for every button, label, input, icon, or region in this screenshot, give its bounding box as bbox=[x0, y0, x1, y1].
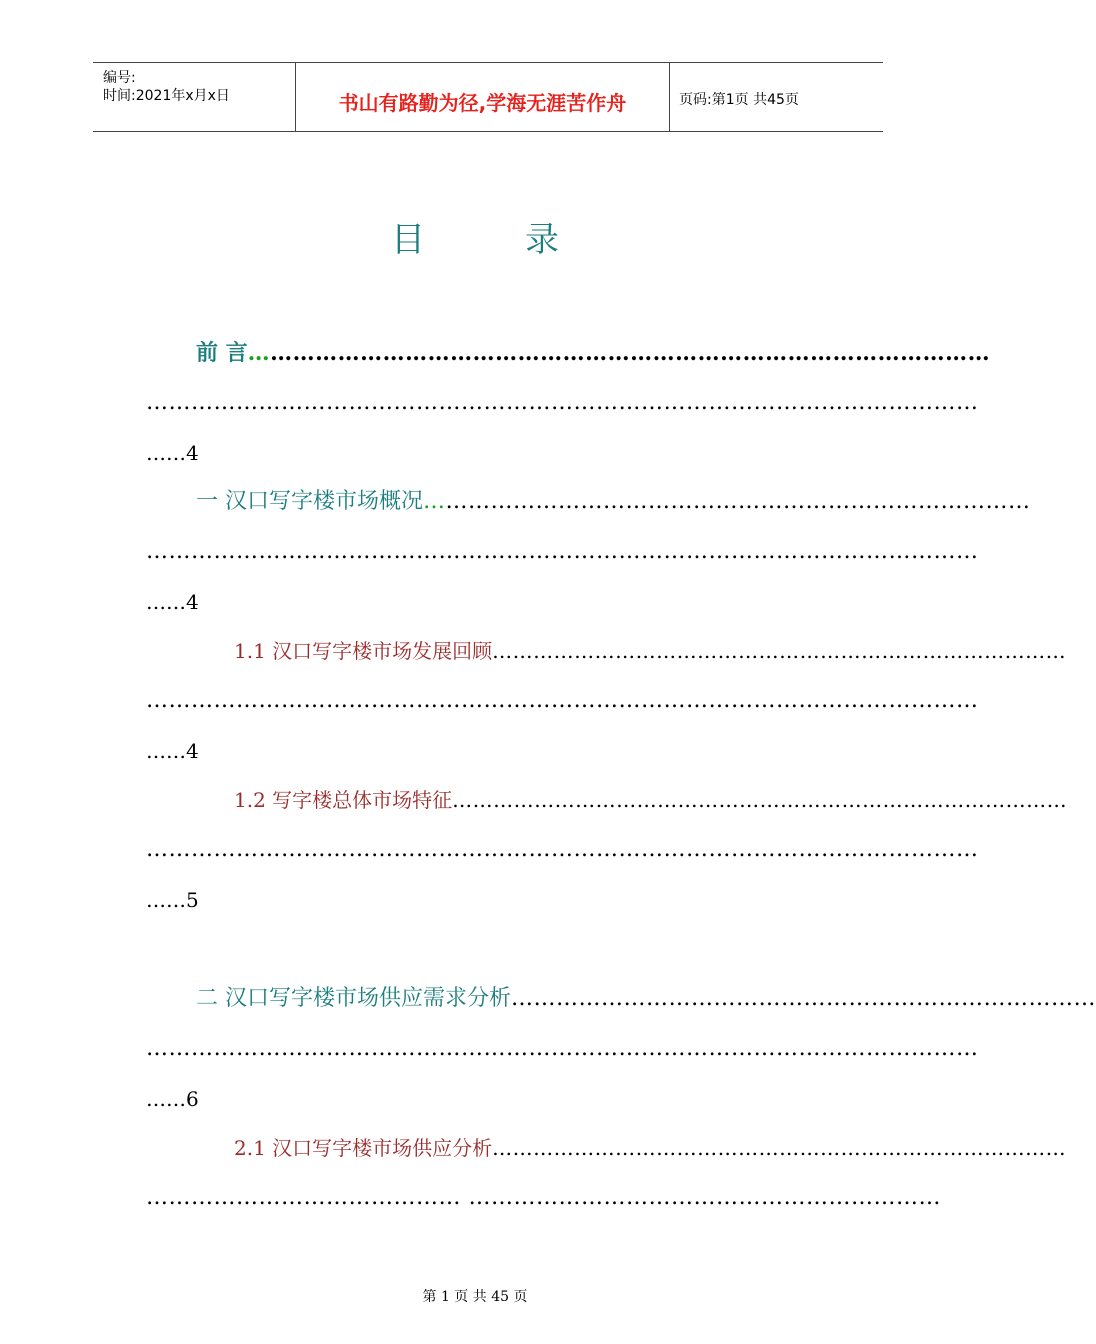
title-char-1: 目 bbox=[391, 220, 425, 260]
leader-dots: …………………………………………………………………… bbox=[511, 986, 1096, 1011]
toc-entry-label: 二 汉口写字楼市场供应需求分析 bbox=[196, 986, 511, 1011]
toc-entry-label: 前 言 bbox=[196, 340, 248, 366]
toc-entry-1-2[interactable] bbox=[146, 785, 1068, 815]
toc-entry-2-1[interactable] bbox=[146, 1133, 1067, 1163]
leader-dots-line: ………………………………………………………………………………………………… bbox=[146, 837, 979, 862]
page-info: 页码:第1页 共45页 bbox=[679, 92, 799, 108]
toc-page-number: ……4 bbox=[146, 590, 199, 614]
header-meta-cell bbox=[93, 63, 295, 131]
toc-entry-preface[interactable] bbox=[146, 338, 991, 368]
number-label: 编号: bbox=[103, 70, 136, 86]
leader-dots-line: ………………………………………………………………………………………………… bbox=[146, 539, 979, 564]
leader-dots-line: ………………………………………………………………………………………………… bbox=[146, 1036, 979, 1061]
toc-page-number: ……6 bbox=[146, 1087, 199, 1111]
leader-dots: …………………………………………………………………… bbox=[445, 489, 1031, 514]
toc-page-number: ……4 bbox=[146, 441, 199, 465]
toc-entry-chapter-1[interactable] bbox=[146, 487, 1031, 517]
leader-dots-line: …………………………………… ……………………………………………………… bbox=[146, 1185, 941, 1210]
leader-dots: … bbox=[423, 489, 446, 514]
leader-dots-line: ………………………………………………………………………………………………… bbox=[146, 688, 979, 713]
leader-dots: ……………………………………………………………………………… bbox=[452, 788, 1068, 812]
leader-dots-line: ………………………………………………………………………………………………… bbox=[146, 390, 979, 415]
page-header bbox=[93, 62, 883, 132]
leader-dots: … bbox=[247, 340, 271, 366]
toc-entry-label: 一 汉口写字楼市场概况 bbox=[196, 489, 423, 514]
toc-entry-label: 2.1 汉口写字楼市场供应分析 bbox=[234, 1136, 493, 1160]
toc-page-number: ……5 bbox=[146, 888, 199, 912]
toc-entry-1-1[interactable] bbox=[146, 636, 1067, 666]
toc-page-number: ……4 bbox=[146, 739, 199, 763]
leader-dots: ………………………………………………………………………… bbox=[492, 1136, 1067, 1160]
motto: 书山有路勤为径,学海无涯苦作舟 bbox=[338, 91, 627, 115]
header-motto-cell bbox=[295, 63, 670, 131]
toc-entry-chapter-2[interactable] bbox=[146, 984, 1096, 1014]
title-char-2: 录 bbox=[525, 220, 559, 260]
leader-dots: ………………………………………………………………………… bbox=[492, 639, 1067, 663]
toc-entry-label: 1.1 汉口写字楼市场发展回顾 bbox=[234, 639, 493, 663]
toc-title bbox=[0, 212, 950, 261]
toc-entry-label: 1.2 写字楼总体市场特征 bbox=[234, 788, 453, 812]
time-label: 时间:2021年x月x日 bbox=[103, 88, 230, 104]
page-footer: 第 1 页 共 45 页 bbox=[422, 1289, 528, 1305]
leader-dots: …………………………………………………………………………………… bbox=[270, 340, 991, 366]
header-page-cell bbox=[669, 63, 883, 131]
